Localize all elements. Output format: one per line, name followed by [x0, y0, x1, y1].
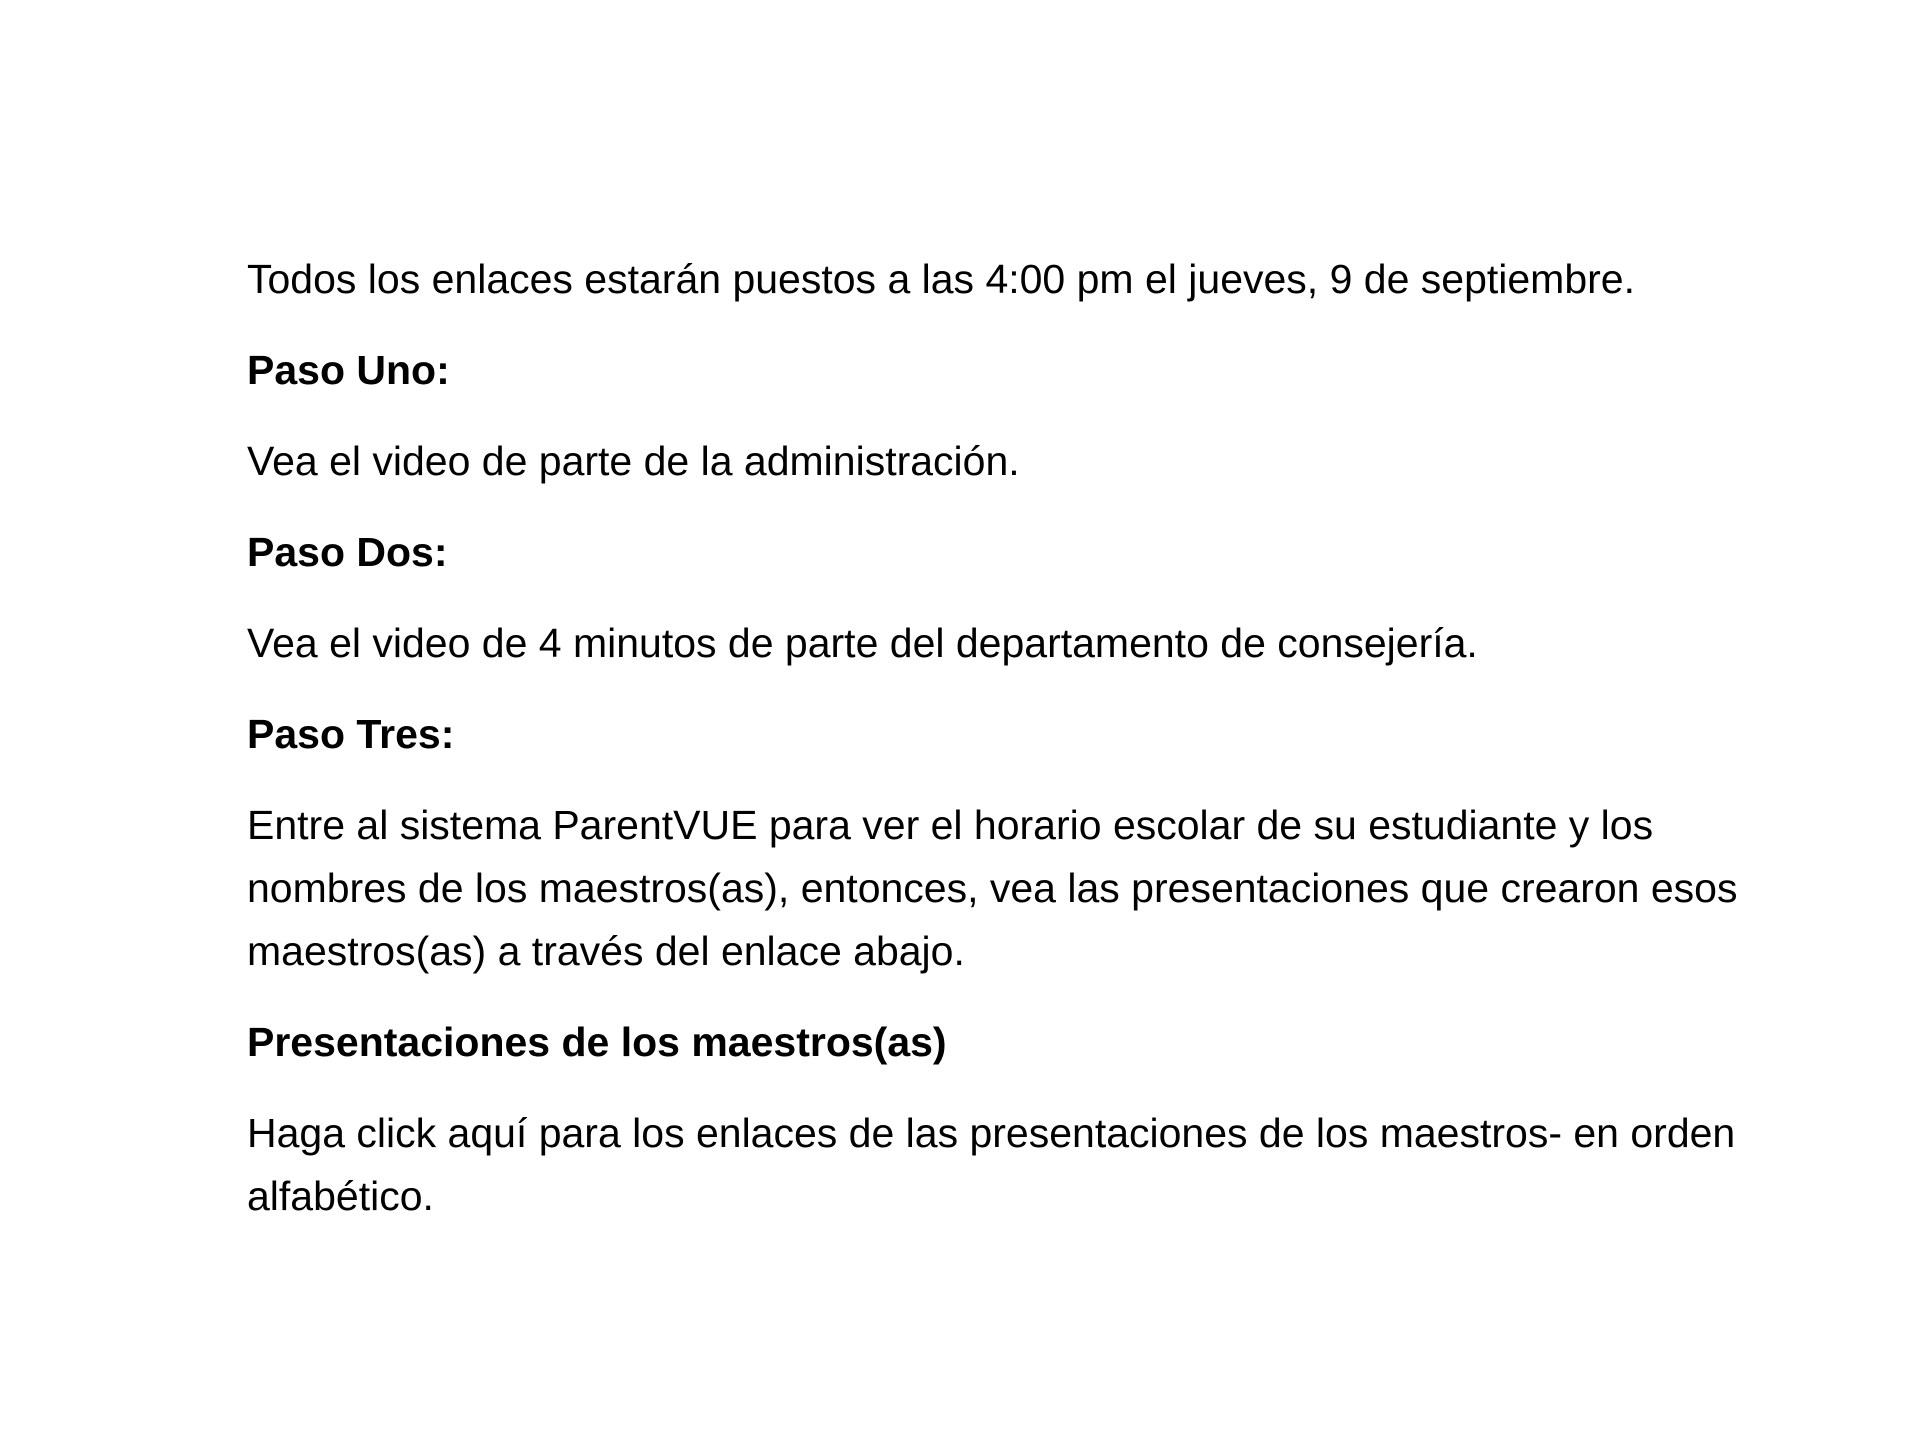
- document-body: [247, 248, 1827, 1228]
- intro-text: Todos los enlaces estarán puestos a las 4:00 pm el jueves, 9 de septiembre.: [247, 256, 1635, 302]
- spacer: [247, 584, 1827, 612]
- spacer: [247, 311, 1827, 339]
- step-two-text: Vea el video de 4 minutos de parte del departamento de consejería.: [247, 620, 1478, 666]
- spacer: [247, 493, 1827, 521]
- step-three-line: nombres de los maestros(as), entonces, vea las presentaciones que crearon esos: [247, 865, 1738, 911]
- step-one-heading: Paso Uno:: [247, 347, 450, 393]
- presentations-heading: Presentaciones de los maestros(as): [247, 1019, 947, 1065]
- presentations-line: alfabético.: [247, 1173, 434, 1219]
- presentations-text: [247, 1102, 1827, 1228]
- spacer: [247, 983, 1827, 1011]
- spacer: [247, 675, 1827, 703]
- spacer: [247, 1074, 1827, 1102]
- step-three-line: maestros(as) a través del enlace abajo.: [247, 928, 965, 974]
- step-three-line: Entre al sistema ParentVUE para ver el horario escolar de su estudiante y los: [247, 802, 1654, 848]
- step-three-text: [247, 794, 1827, 983]
- step-one-text: Vea el video de parte de la administración.: [247, 438, 1020, 484]
- step-three-heading: Paso Tres:: [247, 711, 455, 757]
- spacer: [247, 402, 1827, 430]
- step-two-heading: Paso Dos:: [247, 529, 448, 575]
- presentations-line: Haga click aquí para los enlaces de las presentaciones de los maestros- en orden: [247, 1110, 1736, 1156]
- spacer: [247, 766, 1827, 794]
